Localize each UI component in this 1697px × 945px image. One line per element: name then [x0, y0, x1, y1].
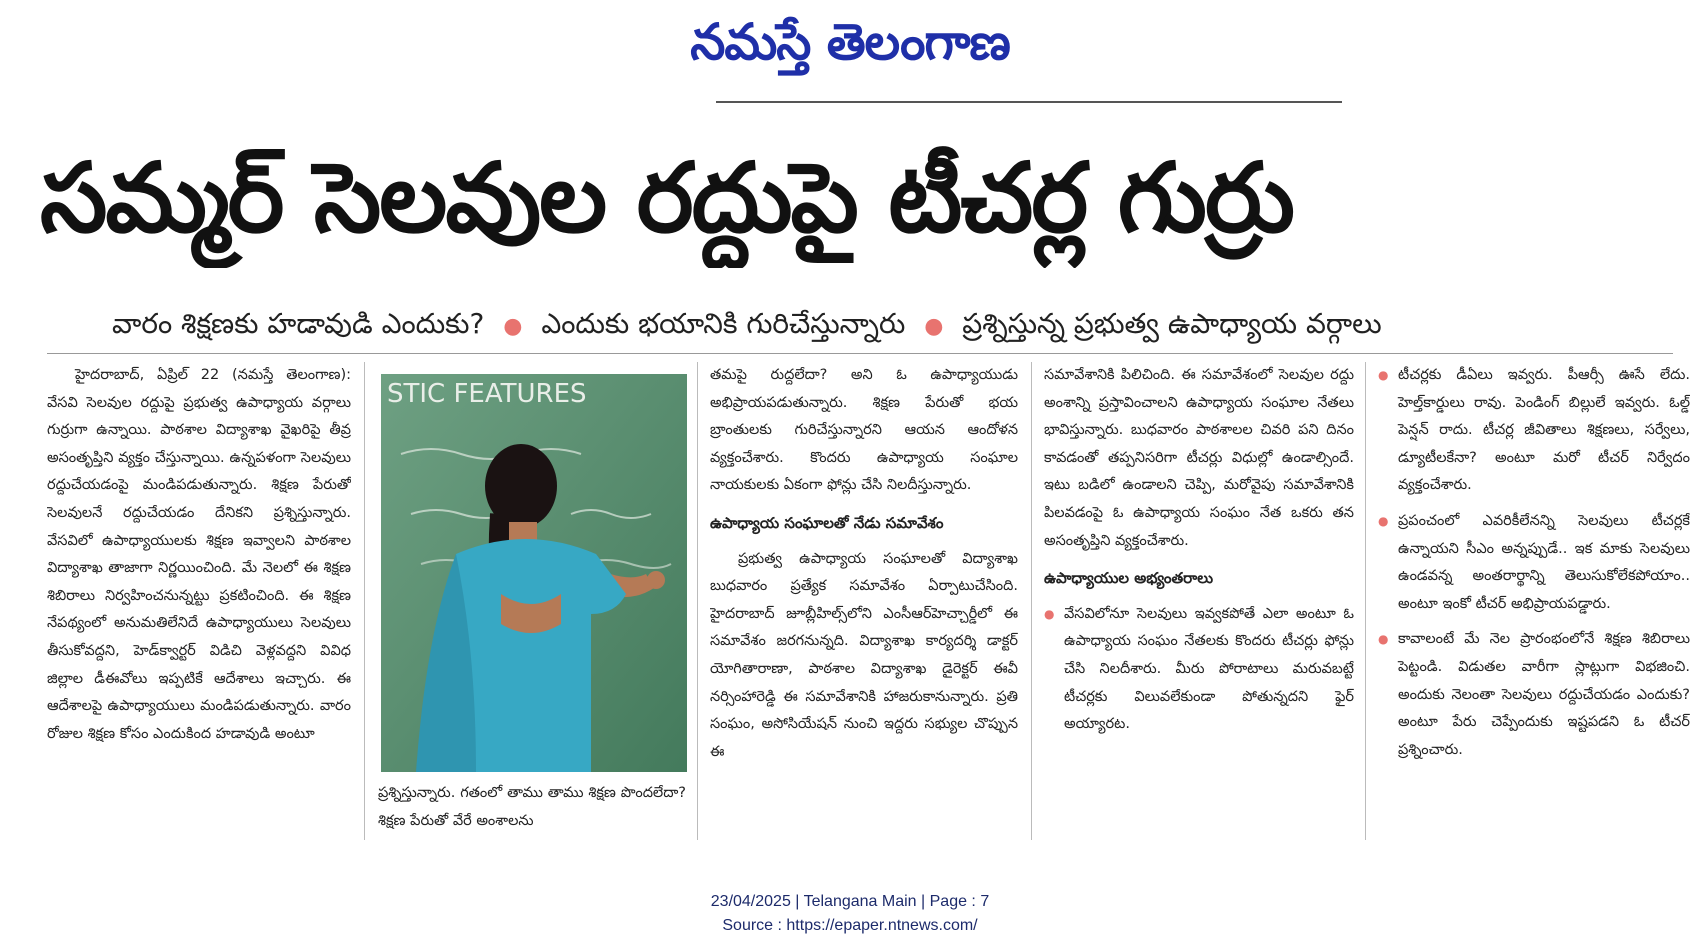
bullet-icon: ● [924, 314, 944, 339]
subhead-3: ప్రశ్నిస్తున్న ప్రభుత్వ ఉపాధ్యాయ వర్గాలు [962, 307, 1382, 340]
article-paragraph: తమపై రుద్దలేదా? అని ఓ ఉపాధ్యాయుడు అభిప్రాయపడుతున్నారు. శిక్షణ పేరుతో భయ బ్రాంతులకు గురిచేస్తున్నారని ఆయన ఆందోళన వ్యక్తంచేశారు. కొందరు ఉపాధ్యాయ సంఘాల నాయకులకు ఏకంగా ఫోన్లు చేసి నిలదీస్తున్నారు. [710, 367, 1018, 494]
subhead-2: ఎందుకు భయానికి గురిచేస్తున్నారు [541, 307, 906, 340]
chalkboard-text: STIC FEATURES [387, 379, 587, 409]
bullet-icon: ● [1044, 606, 1055, 621]
article-paragraph: ప్రభుత్వ ఉపాధ్యాయ సంఘాలతో విద్యాశాఖ బుధవారం ప్రత్యేక సమావేశం ఏర్పాటుచేసింది. హైదరాబాద్ జూబ్లీహిల్స్‌లోని ఎంసీఆర్‌హెచ్చార్డీలో ఈ సమావేశం జరగనున్నది. విద్యాశాఖ కార్యదర్శి డాక్టర్ యోగితారాణా, పాఠశాల విద్యాశాఖ డైరెక్టర్ ఈవీ నర్సింహారెడ్డి ఈ సమావేశానికి హాజరుకానున్నారు. ప్రతి సంఘం, అసోసియేషన్ నుంచి ఇద్దరు సభ్యుల చొప్పున ఈ [710, 550, 1018, 760]
bullet-icon: ● [1378, 632, 1389, 647]
column-divider [697, 362, 698, 840]
column-divider [364, 362, 365, 840]
headline: సమ్మర్ సెలవుల రద్దుపై టీచర్ల గుర్రు [40, 142, 1293, 254]
bullet-icon: ● [503, 314, 523, 339]
article-column-4 [1044, 362, 1354, 840]
teacher-at-chalkboard-image [381, 374, 687, 772]
section-subtitle: ఉపాధ్యాయ సంఘాలతో నేడు సమావేశం [710, 513, 944, 532]
bullet-text: కావాలంటే మే నెల ప్రారంభంలోనే శిక్షణ శిబిరాలు పెట్టండి. విడుతల వారీగా స్లాట్లుగా విభజించి. అందుకు నెలంతా సెలవులు రద్దుచేయడం ఎందుకు? అంటూ పేరు చెప్పేందుకు ఇష్టపడని ఓ టీచర్ ప్రశ్నించారు. [1398, 631, 1690, 758]
section-subtitle: ఉపాధ్యాయుల అభ్యంతరాలు [1044, 569, 1214, 588]
article-paragraph: సమావేశానికి పిలిచింది. ఈ సమావేశంలో సెలవుల రద్దు అంశాన్ని ప్రస్తావించాలని ఉపాధ్యాయ సంఘాల నేతలు భావిస్తున్నారు. బుధవారం పాఠశాలల చివరి పని దినం కావడంతో తప్పనిసరిగా టీచర్లు విధుల్లో ఉండాల్సిందే. ఇటు బడిలో ఉండాలని చెప్పి, మరోవైపు సమావేశానికి పిలవడంపై ఓ ఉపాధ్యాయ సంఘం నేత ఒకరు తన అసంతృప్తిని వ్యక్తంచేశారు. [1044, 367, 1354, 549]
article-paragraph: హైదరాబాద్, ఏప్రిల్ 22 (నమస్తే తెలంగాణ): వేసవి సెలవుల రద్దుపై ప్రభుత్వ ఉపాధ్యాయ వర్గాలు గుర్రుగా ఉన్నాయి. పాఠశాల విద్యాశాఖ వైఖరిపై తీవ్ర అసంతృప్తిని వ్యక్తం చేస్తున్నాయి. ఉన్నపళంగా సెలవులు రద్దుచేయడంపై మండిపడుతున్నారు. శిక్షణ పేరుతో సెలవులనే రద్దుచేయడం దేనికని ప్రశ్నిస్తున్నారు. వేసవిలో ఉపాధ్యాయులకు శిక్షణ ఇవ్వాలని పాఠశాల విద్యాశాఖ తాజాగా నిర్ణయించింది. మే నెలలో ఈ శిక్షణ శిబిరాలు నిర్వహించనున్నట్టు ప్రకటించింది. ఈ శిక్షణ నేపథ్యంలో అనుమతిలేనిదే ఉపాధ్యాయులు సెలవులు తీసుకోవద్దని, హెడ్‌క్వార్టర్ విడిచి వెళ్లవద్దని వివిధ జిల్లాల డీఈవోలు ఇప్పటికే ఆదేశాలు ఇచ్చారు. ఈ ఆదేశాలపై ఉపాధ్యాయులు మండిపడుతున్నారు. వారం రోజుల శిక్షణ కోసం ఎందుకింద హడావుడి అంటూ [47, 367, 351, 742]
article-column-2 [378, 780, 686, 840]
bullet-text: వేసవిలోనూ సెలవులు ఇవ్వకపోతే ఎలా అంటూ ఓ ఉపాధ్యాయ సంఘం నేతలకు కొందరు టీచర్లు ఫోన్లు చేసి నిలదీశారు. మీరు పోరాటాలు మరువబట్టే టీచర్లకు విలువలేకుండా పోతున్నదని ఫైర్ అయ్యారట. [1064, 605, 1354, 733]
bullet-icon: ● [1378, 368, 1389, 382]
bullet-item [1044, 601, 1354, 739]
masthead-logo: నమస్తే తెలంగాణ [690, 12, 1010, 71]
subhead-divider [47, 353, 1673, 354]
subheadline [112, 300, 1652, 348]
masthead-divider [716, 101, 1342, 103]
page-footer [600, 890, 1100, 938]
bullet-item [1378, 626, 1690, 764]
article-column-5 [1378, 362, 1690, 840]
article-photo [381, 374, 687, 772]
column-divider [1031, 362, 1032, 840]
article-paragraph: ప్రశ్నిస్తున్నారు. గతంలో తాము తాము శిక్షణ పొందలేదా? శిక్షణ పేరుతో వేరే అంశాలను [378, 785, 686, 829]
bullet-text: టీచర్లకు డీఏలు ఇవ్వరు. పీఆర్సీ ఊసే లేదు. హెల్త్‌కార్డులు రావు. పెండింగ్ బిల్లులే ఇవ్వరు. ఓల్డ్ పెన్షన్ రాదు. టీచర్ల జీవితాలు శిక్షణలు, సర్వేలు, డ్యూటీలకేనా? అంటూ మరో టీచర్ నిర్వేదం వ్యక్తంచేశారు. [1398, 367, 1690, 494]
footer-source-link[interactable]: Source : https://epaper.ntnews.com/ [722, 917, 978, 934]
footer-date-edition: 23/04/2025 | Telangana Main | Page : 7 [710, 893, 990, 910]
subhead-1: వారం శిక్షణకు హడావుడి ఎందుకు? [112, 307, 485, 340]
bullet-item [1378, 508, 1690, 618]
bullet-icon: ● [1378, 513, 1389, 528]
bullet-text: ప్రపంచంలో ఎవరికీలేనన్ని సెలవులు టీచర్లకే ఉన్నాయని సీఎం అన్నప్పుడే.. ఇక మాకు సెలవులు ఉండవన్న అంతరార్థాన్ని తెలుసుకోలేకపోయాం.. అంటూ ఇంకో టీచర్ అభిప్రాయపడ్డారు. [1398, 512, 1690, 612]
bullet-item [1378, 362, 1690, 500]
article-column-1 [47, 362, 351, 840]
article-column-3 [710, 362, 1018, 840]
column-divider [1365, 362, 1366, 840]
